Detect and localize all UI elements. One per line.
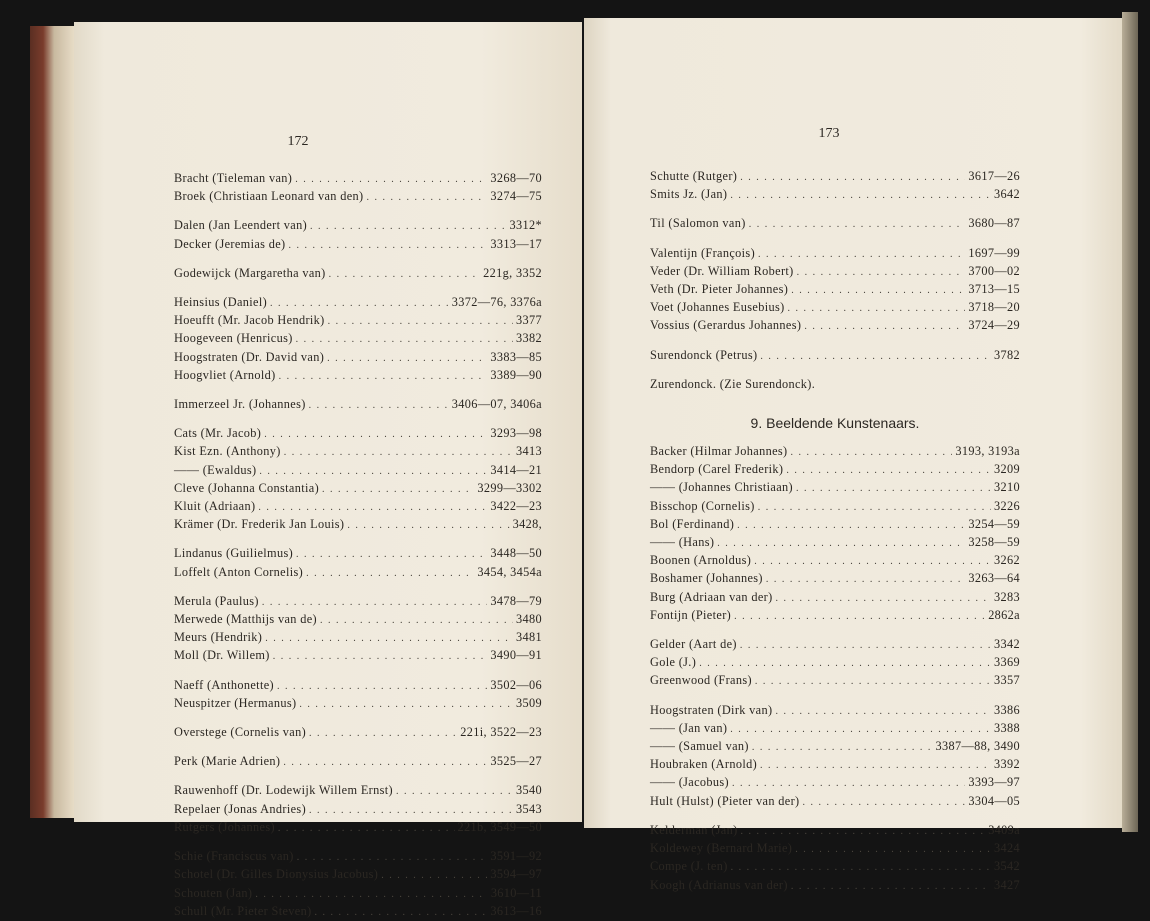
entry-name: Boshamer (Johannes) [650,571,763,586]
index-entry [650,347,1020,365]
dot-leader [804,318,965,335]
index-entry [174,819,542,837]
entry-reference: 3313—17 [490,236,542,251]
index-entry [650,877,1020,895]
entry-name: Gole (J.) [650,655,697,670]
entry-name: Hoogstraten (Dirk van) [650,702,773,717]
entry-reference: 3490—91 [490,648,542,663]
entry-name: Bendorp (Carel Frederik) [650,462,784,477]
index-entry [650,516,1020,534]
entry-name: Cats (Mr. Jacob) [174,426,262,441]
index-entry [174,425,542,443]
dot-leader [264,426,487,443]
section-heading: 9. Beeldende Kunstenaars. [750,415,920,432]
entry-name: Cleve (Johanna Constantia) [174,480,320,495]
dot-leader [347,517,509,534]
index-entry [174,498,542,516]
entry-name: Voet (Johannes Eusebius) [650,300,785,315]
index-entry [174,480,542,498]
entry-reference: 3389—90 [490,367,542,382]
dot-leader [277,678,487,695]
dot-leader [278,820,455,837]
dot-leader [740,169,965,186]
dot-leader [775,703,991,720]
entry-name: Lindanus (Guilielmus) [174,546,294,561]
index-entry [174,629,542,647]
index-entry [174,611,542,629]
index-entry [650,756,1020,774]
dot-leader [322,481,474,498]
index-entry [650,299,1020,317]
entry-name: Til (Salomon van) [650,216,746,231]
index-entry [174,866,542,884]
index-entry [174,349,542,367]
dot-leader [790,444,952,461]
entry-name: Schutte (Rutger) [650,169,738,183]
entry-name: Rauwenhoff (Dr. Lodewijk Willem Ernst) [174,783,393,798]
dot-leader [310,218,506,235]
index-entry [650,498,1020,516]
index-entry [174,188,542,206]
entry-reference: 3543 [516,801,542,816]
index-entry [174,753,542,771]
entry-reference: 3502—06 [490,677,542,692]
dot-leader [802,794,965,811]
index-entry [174,545,542,563]
entry-name: Valentijn (François) [650,245,756,260]
dot-leader [255,886,487,903]
dot-leader [740,637,991,654]
dot-leader [795,841,991,858]
dot-leader [306,565,474,582]
entry-reference: 3393—97 [968,775,1020,790]
entry-name: Merwede (Matthijs van de) [174,612,317,627]
entry-reference: 3427 [994,877,1020,892]
entry-name: Koldewey (Bernard Marie) [650,841,793,856]
entry-name: Hoogstraten (Dr. David van) [174,349,325,364]
entry-name: —— (Jacobus) [650,775,729,790]
entry-name: Schie (Franciscus van) [174,849,294,864]
dot-leader [265,630,513,647]
dot-leader [309,397,449,414]
dot-leader [754,553,991,570]
entry-reference: 3312* [509,218,542,233]
index-entry [650,774,1020,792]
entry-name: Bracht (Tieleman van) [174,171,293,185]
dot-leader [327,350,487,367]
entry-reference: 3718—20 [968,300,1020,315]
dot-leader [295,171,487,188]
index-entry [174,647,542,665]
entry-name: Kist Ezn. (Anthony) [174,444,281,459]
dot-leader [262,594,488,611]
index-list [174,170,542,921]
index-entry [650,215,1020,233]
entry-reference: 221b, 3549—50 [457,819,542,834]
dot-leader [758,499,991,516]
entry-name: Broek (Christiaan Leonard van den) [174,189,364,204]
dot-leader [732,775,965,792]
index-entry [650,245,1020,263]
dot-leader [309,725,457,742]
index-entry [174,782,542,800]
entry-name: Kelderman (Jan) [650,822,738,837]
index-entry [174,312,542,330]
entry-name: Koogh (Adrianus van der) [650,877,788,892]
index-entry [174,330,542,348]
entry-reference: 3392 [994,757,1020,772]
dot-leader [366,189,487,206]
dot-leader [288,237,487,254]
entry-reference: 3193, 3193a [955,444,1020,459]
dot-leader [259,463,487,480]
entry-reference: 3525—27 [490,754,542,769]
index-entry [650,720,1020,738]
index-entry [174,903,542,921]
entry-name: Merula (Paulus) [174,593,259,608]
index-entry [650,479,1020,497]
entry-reference: 3642 [994,187,1020,202]
entry-reference: 3591—92 [490,849,542,864]
index-entry [650,702,1020,720]
index-entry [650,636,1020,654]
entry-reference: 3724—29 [968,318,1020,333]
entry-reference: 1697—99 [968,245,1020,260]
dot-leader [297,849,488,866]
index-entry [174,848,542,866]
entry-name: Immerzeel Jr. (Johannes) [174,397,306,412]
entry-reference: 3254—59 [968,516,1020,531]
entry-reference: 3617—26 [968,169,1020,183]
entry-reference: 3422—23 [490,499,542,514]
entry-reference: 3283 [994,589,1020,604]
entry-name: Heinsius (Daniel) [174,295,268,310]
entry-reference: 3428, [512,517,542,532]
index-entry [650,840,1020,858]
entry-reference: 3413 [516,444,542,459]
dot-leader [258,499,487,516]
dot-leader [717,535,965,552]
dot-leader [296,331,513,348]
dot-leader [788,300,966,317]
entry-reference: 3377 [516,313,542,328]
entry-reference: 3680—87 [968,216,1020,231]
entry-name: Bisschop (Cornelis) [650,498,755,513]
index-entry [174,885,542,903]
entry-reference: 3613—16 [490,903,542,918]
dot-leader [758,246,965,263]
entry-reference: 3274—75 [490,189,542,204]
entry-reference: 3478—79 [490,593,542,608]
entry-name: Godewijck (Margaretha van) [174,265,326,280]
index-entry [650,822,1020,840]
dot-leader [284,444,513,461]
dot-leader [741,823,986,840]
index-entry [174,170,542,188]
entry-name: Kluit (Adriaan) [174,499,256,514]
entry-name: Boonen (Arnoldus) [650,553,752,568]
entry-reference: 3210 [994,480,1020,495]
entry-reference: 3304—05 [968,793,1020,808]
index-list [650,168,1020,365]
entry-reference: 3263—64 [968,571,1020,586]
index-entry [174,294,542,312]
dot-leader [270,295,449,312]
index-entry [174,677,542,695]
entry-name: Compe (J. ten) [650,859,728,874]
index-entry [650,607,1020,625]
dot-leader [737,517,965,534]
entry-name: Burg (Adriaan van der) [650,589,773,604]
entry-reference: 3372—76, 3376a [451,295,542,310]
entry-reference: 3594—97 [490,867,542,882]
index-entry [650,263,1020,281]
entry-name: —— (Johannes Christiaan) [650,480,793,495]
entry-reference: 3369 [994,655,1020,670]
entry-reference: 3387—88, 3490 [935,739,1020,754]
index-entry [174,217,542,235]
dot-leader [273,648,488,665]
entry-reference: 3382 [516,331,542,346]
index-list [650,443,1020,895]
entry-name: Meurs (Hendrik) [174,630,263,645]
index-entry [650,461,1020,479]
index-entry [174,265,542,283]
index-entry [174,396,542,414]
entry-reference: 3448—50 [490,546,542,561]
entry-reference: 3542 [994,859,1020,874]
entry-reference: 3509 [516,695,542,710]
dot-leader [749,216,966,233]
entry-name: Hoogeveen (Henricus) [174,331,293,346]
index-entry [174,593,542,611]
entry-name: —— (Samuel van) [650,739,749,754]
dot-leader [791,282,965,299]
entry-name: —— (Jan van) [650,720,728,735]
dot-leader [320,612,513,629]
dot-leader [731,859,991,876]
entry-reference: 3258—59 [968,535,1020,550]
entry-name: Surendonck (Petrus) [650,347,758,362]
dot-leader [396,783,513,800]
entry-name: Hult (Hulst) (Pieter van der) [650,793,800,808]
entry-reference: 3388 [994,720,1020,735]
dot-leader [381,867,487,884]
entry-reference: 3700—02 [968,263,1020,278]
entry-name: Decker (Jeremias de) [174,236,286,251]
entry-name: Hoogvliet (Arnold) [174,367,276,382]
index-entry [174,236,542,254]
entry-name: —— (Ewaldus) [174,462,257,477]
index-entry [174,516,542,534]
see-also-note: Zurendonck. (Zie Surendonck). [650,376,816,391]
dot-leader [309,802,513,819]
entry-reference: 3610—11 [490,885,542,900]
entry-reference: 3540 [516,783,542,798]
dot-leader [283,754,487,771]
index-entry [650,168,1020,186]
entry-reference: 3480 [516,612,542,627]
entry-name: Moll (Dr. Willem) [174,648,270,663]
entry-name: Gelder (Aart de) [650,637,737,652]
dot-leader [760,757,991,774]
index-entry [174,724,542,742]
index-entry [650,672,1020,690]
dot-leader [797,264,966,281]
entry-reference: 3262 [994,553,1020,568]
entry-name: Repelaer (Jonas Andries) [174,801,307,816]
entry-reference: 3409a [988,822,1020,837]
entry-name: Greenwood (Frans) [650,673,752,688]
entry-name: Schull (Mr. Pieter Steven) [174,903,312,918]
index-entry [650,552,1020,570]
entry-name: Rutgers (Johannes) [174,819,275,834]
book-cover-edge [1122,12,1138,832]
entry-reference: 3713—15 [968,282,1020,297]
entry-reference: 3293—98 [490,426,542,441]
entry-name: Naeff (Anthonette) [174,677,274,692]
index-entry [650,317,1020,335]
entry-name: Dalen (Jan Leendert van) [174,218,308,233]
entry-reference: 3342 [994,637,1020,652]
index-entry [174,367,542,385]
entry-name: Hoeufft (Mr. Jacob Hendrik) [174,313,325,328]
entry-reference: 3424 [994,841,1020,856]
index-entry [174,462,542,480]
index-entry [650,443,1020,461]
entry-reference: 3454, 3454a [477,564,542,579]
book-spine-left [30,26,74,818]
index-entry [650,570,1020,588]
index-entry [650,654,1020,672]
dot-leader [760,348,991,365]
index-entry [650,186,1020,204]
entry-reference: 3406—07, 3406a [451,397,542,412]
entry-name: Overstege (Cornelis van) [174,725,307,740]
dot-leader [315,904,488,921]
index-entry [650,738,1020,756]
dot-leader [786,462,991,479]
entry-reference: 3226 [994,498,1020,513]
entry-name: Veder (Dr. William Robert) [650,263,794,278]
dot-leader [730,187,991,204]
entry-reference: 3299—3302 [477,480,542,495]
entry-name: Loffelt (Anton Cornelis) [174,564,304,579]
page-number: 173 [818,126,840,141]
entry-name: Vossius (Gerardus Johannes) [650,318,802,333]
entry-name: Neuspitzer (Hermanus) [174,695,297,710]
entry-name: Bol (Ferdinand) [650,516,735,531]
index-entry [174,801,542,819]
index-entry [174,443,542,461]
entry-name: Schotel (Dr. Gilles Dionysius Jacobus) [174,867,379,882]
dot-leader [734,608,985,625]
dot-leader [791,878,991,895]
index-entry [650,281,1020,299]
index-list-container [650,168,1020,895]
right-page [584,18,1124,892]
entry-reference: 221i, 3522—23 [460,725,542,740]
index-entry [174,695,542,713]
entry-name: Schouten (Jan) [174,885,253,900]
dot-leader [279,368,488,385]
entry-name: Krämer (Dr. Frederik Jan Louis) [174,517,345,532]
entry-reference: 3782 [994,347,1020,362]
dot-leader [755,673,991,690]
entry-reference: 3386 [994,702,1020,717]
page-number: 172 [287,134,309,149]
entry-reference: 3414—21 [490,462,542,477]
index-entry [650,589,1020,607]
dot-leader [299,696,513,713]
dot-leader [328,313,513,330]
entry-name: Backer (Hilmar Johannes) [650,444,788,459]
left-page [74,22,582,918]
entry-name: Fontijn (Pieter) [650,607,732,622]
entry-reference: 2862a [988,607,1020,622]
dot-leader [699,655,991,672]
index-entry [650,858,1020,876]
entry-reference: 3357 [994,673,1020,688]
dot-leader [752,739,933,756]
entry-name: Smits Jz. (Jan) [650,187,728,202]
entry-reference: 3268—70 [490,171,542,185]
index-entry [650,793,1020,811]
dot-leader [766,571,966,588]
entry-name: Houbraken (Arnold) [650,757,758,772]
dot-leader [776,590,991,607]
entry-reference: 3481 [516,630,542,645]
index-entry [174,564,542,582]
entry-reference: 221g, 3352 [483,265,542,280]
dot-leader [796,480,991,497]
dot-leader [730,721,991,738]
entry-name: Perk (Marie Adrien) [174,754,281,769]
entry-reference: 3383—85 [490,349,542,364]
entry-name: —— (Hans) [650,535,715,550]
index-entry [650,534,1020,552]
entry-reference: 3209 [994,462,1020,477]
entry-name: Veth (Dr. Pieter Johannes) [650,282,789,297]
dot-leader [296,546,487,563]
dot-leader [329,266,481,283]
